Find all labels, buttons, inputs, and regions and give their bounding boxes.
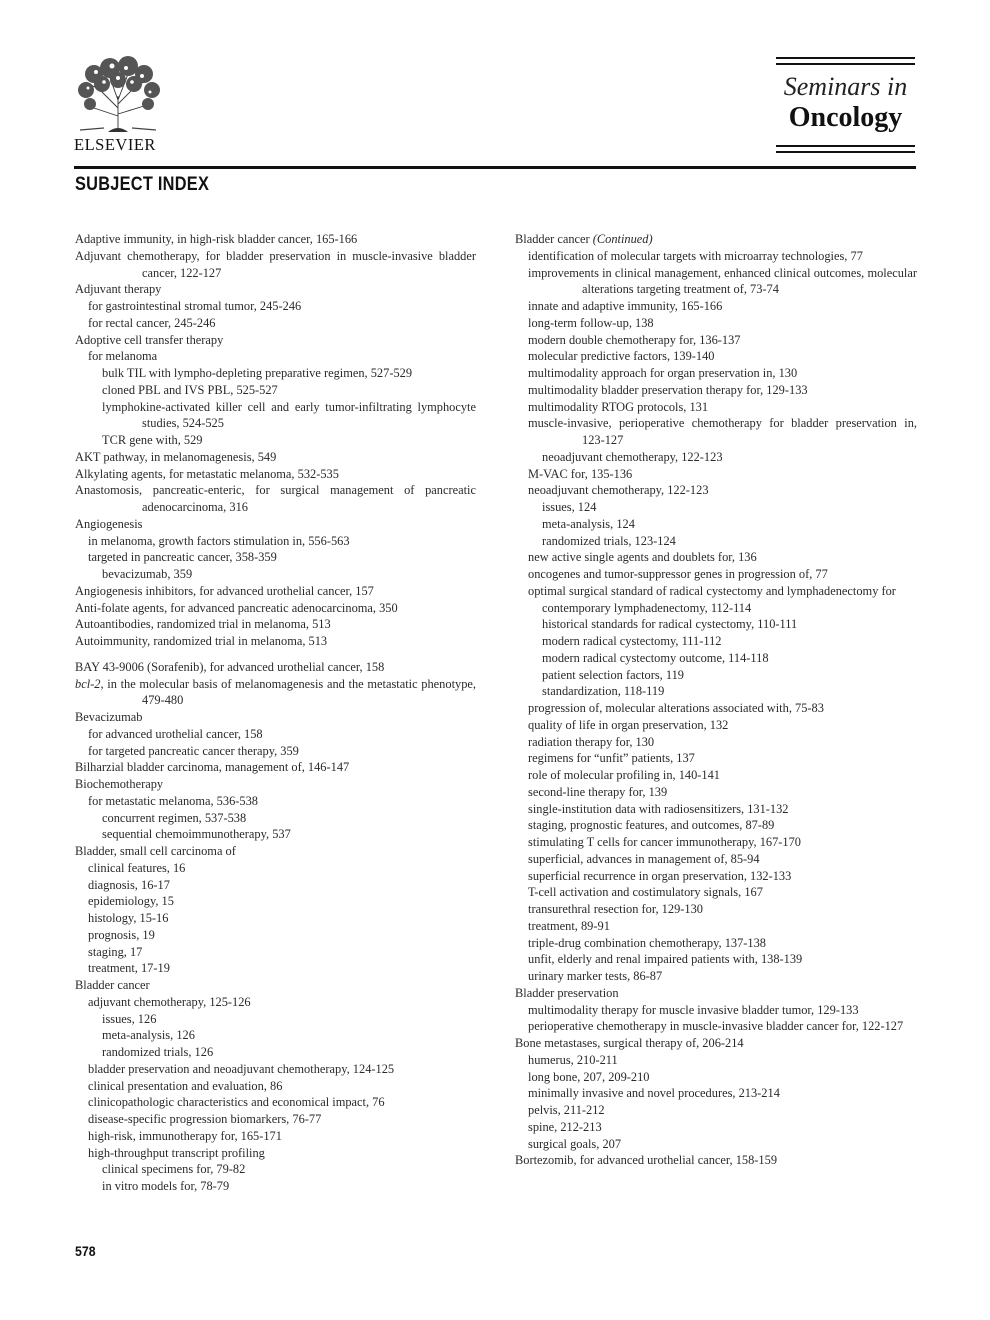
entry-text: innate and adaptive immunity, 165-166 <box>528 299 723 313</box>
entry-text: Bladder, small cell carcinoma of <box>75 844 236 858</box>
index-column-left <box>75 231 476 1195</box>
index-entry <box>515 683 917 700</box>
entry-text: randomized trials, 126 <box>102 1045 214 1059</box>
entry-text: Bone metastases, surgical therapy of, 206-214 <box>515 1036 744 1050</box>
index-entry <box>515 382 917 399</box>
entry-text: quality of life in organ preservation, 132 <box>528 717 729 732</box>
entry-text: clinical presentation and evaluation, 86 <box>88 1078 283 1093</box>
entry-text: bevacizumab, 359 <box>102 567 193 581</box>
index-entry <box>75 1061 476 1078</box>
entry-text: Bevacizumab <box>75 710 143 724</box>
index-entry <box>75 793 476 810</box>
index-entry <box>75 1161 476 1178</box>
index-entry <box>75 1027 476 1044</box>
entry-text: clinical specimens for, 79-82 <box>102 1162 246 1177</box>
entry-text: T-cell activation and costimulatory signals, 167 <box>528 885 763 900</box>
entry-text: identification of molecular targets with microarray technologies, 77 <box>528 248 863 263</box>
elsevier-tree-icon <box>74 56 162 134</box>
index-entry <box>75 466 476 483</box>
entry-text: Biochemotherapy <box>75 777 164 791</box>
entry-text: minimally invasive and novel procedures, 213-214 <box>528 1086 780 1101</box>
index-entry <box>515 415 917 449</box>
index-entry <box>515 1102 917 1119</box>
entry-text: Adaptive immunity, in high-risk bladder cancer, 165-166 <box>75 232 358 246</box>
entry-text: high-throughput transcript profiling <box>88 1145 265 1160</box>
index-entry <box>75 231 476 248</box>
entry-text: progression of, molecular alterations associated with, 75-83 <box>528 701 824 715</box>
entry-text: Angiogenesis <box>75 516 143 531</box>
entry-text: standardization, 118-119 <box>542 684 665 699</box>
journal-masthead <box>776 57 915 153</box>
index-entry <box>75 482 476 516</box>
index-entry <box>515 1002 917 1019</box>
index-entry <box>515 616 917 633</box>
index-entry <box>75 759 476 776</box>
index-entry <box>515 817 917 834</box>
index-entry <box>515 734 917 751</box>
index-entry <box>515 968 917 985</box>
index-entry <box>75 1111 476 1128</box>
index-entry <box>515 868 917 885</box>
entry-text: clinicopathologic characteristics and economical impact, 76 <box>88 1095 385 1110</box>
index-entry <box>515 549 917 566</box>
index-entry <box>515 466 917 483</box>
index-entry <box>75 399 476 433</box>
entry-italic-term: bcl-2 <box>75 676 101 691</box>
entry-text: improvements in clinical management, enhanced clinical outcomes, molecular alterations targeting treatment of, 73-74 <box>528 265 917 297</box>
entry-text: role of molecular profiling in, 140-141 <box>528 768 721 782</box>
entry-text: for gastrointestinal stromal tumor, 245-246 <box>88 299 302 313</box>
entry-text: long bone, 207, 209-210 <box>528 1069 650 1084</box>
index-entry <box>75 826 476 843</box>
entry-text: for rectal cancer, 245-246 <box>88 315 216 330</box>
entry-text: multimodality therapy for muscle invasive bladder tumor, 129-133 <box>528 1002 859 1017</box>
index-entry <box>515 449 917 466</box>
index-entry <box>515 365 917 382</box>
entry-text: Autoantibodies, randomized trial in melanoma, 513 <box>75 617 331 632</box>
entry-text: randomized trials, 123-124 <box>542 533 676 548</box>
entry-text: contemporary lymphadenectomy, 112-114 <box>542 600 752 615</box>
entry-text: multimodality approach for organ preservation in, 130 <box>528 366 798 380</box>
index-entry <box>75 348 476 365</box>
index-entry <box>515 834 917 851</box>
index-entry <box>515 851 917 868</box>
index-entry <box>515 985 917 1002</box>
masthead-top-rule <box>776 57 915 65</box>
continued-label: (Continued) <box>592 232 653 246</box>
page-number: 578 <box>75 1243 96 1259</box>
section-title: SUBJECT INDEX <box>75 174 210 195</box>
entry-text: for targeted pancreatic cancer therapy, 359 <box>88 743 299 758</box>
index-entry <box>515 482 917 499</box>
index-entry <box>515 1035 917 1052</box>
entry-text: Bladder preservation <box>515 985 619 1000</box>
index-entry <box>75 743 476 760</box>
entry-text: Adjuvant therapy <box>75 282 162 297</box>
entry-text: optimal surgical standard of radical cystectomy and lymphadenectomy for <box>528 583 896 598</box>
publisher-name: ELSEVIER <box>74 135 156 154</box>
index-entry <box>75 566 476 583</box>
index-entry <box>75 877 476 894</box>
entry-text: unfit, elderly and renal impaired patients with, 138-139 <box>528 952 803 967</box>
entry-text: M-VAC for, 135-136 <box>528 466 633 481</box>
index-entry <box>515 231 917 248</box>
journal-title-line2: Oncology <box>788 102 903 133</box>
entry-text: humerus, 210-211 <box>528 1052 618 1067</box>
entry-text: histology, 15-16 <box>88 911 169 925</box>
index-entry <box>75 1145 476 1162</box>
entry-text: spine, 212-213 <box>528 1119 602 1134</box>
index-entry <box>75 944 476 961</box>
index-entry <box>75 910 476 927</box>
index-entry <box>75 365 476 382</box>
index-entry <box>515 801 917 818</box>
index-entry <box>515 901 917 918</box>
entry-text: treatment, 17-19 <box>88 961 170 976</box>
entry-text: Anastomosis, pancreatic-enteric, for surgical management of pancreatic adenocarcinoma, 316 <box>75 483 476 514</box>
entry-text: sequential chemoimmunotherapy, 537 <box>102 827 291 842</box>
entry-text: patient selection factors, 119 <box>542 667 684 682</box>
index-entry <box>515 298 917 315</box>
index-entry <box>75 533 476 550</box>
index-entry <box>75 432 476 449</box>
entry-text: disease-specific progression biomarkers, 76-77 <box>88 1112 322 1126</box>
index-entry <box>75 726 476 743</box>
index-entry <box>515 667 917 684</box>
index-entry <box>75 810 476 827</box>
entry-text: multimodality bladder preservation therapy for, 129-133 <box>528 382 808 397</box>
entry-text: pelvis, 211-212 <box>528 1103 605 1117</box>
entry-text: single-institution data with radiosensitizers, 131-132 <box>528 801 789 816</box>
entry-text: superficial recurrence in organ preservation, 132-133 <box>528 868 792 883</box>
entry-text: in vitro models for, 78-79 <box>102 1179 230 1193</box>
entry-text: superficial, advances in management of, 85-94 <box>528 851 760 866</box>
index-entry <box>515 315 917 332</box>
index-entry <box>515 399 917 416</box>
entry-text: epidemiology, 15 <box>88 894 174 909</box>
entry-text: diagnosis, 16-17 <box>88 877 170 892</box>
entry-text: high-risk, immunotherapy for, 165-171 <box>88 1128 282 1143</box>
index-entry <box>75 1094 476 1111</box>
entry-text: long-term follow-up, 138 <box>528 315 654 330</box>
index-entry <box>75 1178 476 1195</box>
header-rule <box>74 166 916 169</box>
entry-text: bladder preservation and neoadjuvant chemotherapy, 124-125 <box>88 1061 395 1076</box>
entry-text: neoadjuvant chemotherapy, 122-123 <box>528 483 709 498</box>
entry-text: Autoimmunity, randomized trial in melanoma, 513 <box>75 634 328 648</box>
entry-text: new active single agents and doublets for, 136 <box>528 550 757 565</box>
entry-text: modern radical cystectomy outcome, 114-118 <box>542 650 769 665</box>
index-entry <box>515 516 917 533</box>
index-entry <box>515 767 917 784</box>
index-entry <box>75 248 476 282</box>
entry-text: for metastatic melanoma, 536-538 <box>88 793 258 808</box>
index-entry <box>515 1085 917 1102</box>
entry-text: clinical features, 16 <box>88 860 186 875</box>
index-entry <box>515 1152 917 1169</box>
index-entry <box>75 298 476 315</box>
index-entry <box>75 843 476 860</box>
entry-text: Adoptive cell transfer therapy <box>75 332 224 347</box>
index-entry <box>75 1011 476 1028</box>
entry-text: perioperative chemotherapy in muscle-invasive bladder cancer for, 122-127 <box>528 1019 904 1034</box>
entry-text: Angiogenesis inhibitors, for advanced urothelial cancer, 157 <box>75 583 374 598</box>
entry-text: meta-analysis, 124 <box>542 516 635 531</box>
entry-text: neoadjuvant chemotherapy, 122-123 <box>542 449 723 464</box>
index-entry <box>515 332 917 349</box>
entry-text: adjuvant chemotherapy, 125-126 <box>88 994 251 1009</box>
index-entry <box>75 616 476 633</box>
entry-text: muscle-invasive, perioperative chemotherapy for bladder preservation in, 123-127 <box>528 416 917 447</box>
entry-text: treatment, 89-91 <box>528 918 610 933</box>
index-entry <box>75 281 476 298</box>
entry-text: issues, 126 <box>102 1011 157 1026</box>
entry-text: modern double chemotherapy for, 136-137 <box>528 332 741 347</box>
index-entry <box>75 549 476 566</box>
index-entry <box>515 600 917 617</box>
index-entry <box>515 1018 917 1035</box>
index-entry <box>515 1119 917 1136</box>
index-entry <box>75 1128 476 1145</box>
entry-text: in melanoma, growth factors stimulation in, 556-563 <box>88 533 350 548</box>
index-entry <box>515 951 917 968</box>
index-entry <box>75 600 476 617</box>
index-entry <box>75 676 476 710</box>
entry-text: regimens for “unfit” patients, 137 <box>528 751 695 766</box>
index-entry <box>515 784 917 801</box>
entry-text: for advanced urothelial cancer, 158 <box>88 726 263 741</box>
index-entry <box>515 583 917 600</box>
index-entry <box>75 583 476 600</box>
index-entry <box>515 566 917 583</box>
entry-text: cloned PBL and IVS PBL, 525-527 <box>102 382 278 397</box>
entry-text: Anti-folate agents, for advanced pancreatic adenocarcinoma, 350 <box>75 600 398 615</box>
index-entry <box>515 499 917 516</box>
entry-text: prognosis, 19 <box>88 927 155 942</box>
index-entry <box>75 709 476 726</box>
index-entry <box>515 1136 917 1153</box>
entry-text: Bortezomib, for advanced urothelial cancer, 158-159 <box>515 1153 778 1168</box>
entry-text: Bilharzial bladder carcinoma, management of, 146-147 <box>75 760 350 775</box>
entry-text: Adjuvant chemotherapy, for bladder preservation in muscle-invasive bladder cancer, 122-127 <box>75 248 476 280</box>
index-entry <box>515 348 917 365</box>
entry-text: BAY 43-9006 (Sorafenib), for advanced urothelial cancer, 158 <box>75 659 385 674</box>
index-entry <box>75 449 476 466</box>
index-entry <box>75 977 476 994</box>
entry-text: Bladder cancer <box>75 978 150 992</box>
index-column-right <box>515 231 917 1169</box>
entry-text: historical standards for radical cystectomy, 110-111 <box>542 617 798 632</box>
index-entry <box>515 1052 917 1069</box>
entry-text: staging, 17 <box>88 944 143 959</box>
entry-text: issues, 124 <box>542 500 597 514</box>
index-entry <box>75 315 476 332</box>
publisher-logo <box>74 56 170 155</box>
index-entry <box>515 633 917 650</box>
index-entry <box>515 248 917 265</box>
entry-text: Alkylating agents, for metastatic melanoma, 532-535 <box>75 466 339 481</box>
index-entry <box>75 1044 476 1061</box>
entry-text: Bladder cancer <box>515 232 593 246</box>
entry-text: second-line therapy for, 139 <box>528 784 668 799</box>
entry-text: surgical goals, 207 <box>528 1136 622 1151</box>
entry-text: meta-analysis, 126 <box>102 1028 195 1043</box>
index-entry <box>515 700 917 717</box>
index-entry <box>75 659 476 676</box>
entry-text: staging, prognostic features, and outcomes, 87-89 <box>528 818 775 833</box>
entry-text: AKT pathway, in melanomagenesis, 549 <box>75 449 277 464</box>
index-entry <box>75 994 476 1011</box>
entry-text: for melanoma <box>88 349 158 364</box>
index-entry <box>515 533 917 550</box>
entry-text: multimodality RTOG protocols, 131 <box>528 399 709 414</box>
index-entry <box>75 776 476 793</box>
index-entry <box>515 650 917 667</box>
journal-title-line1: Seminars in <box>783 72 908 101</box>
index-entry <box>515 935 917 952</box>
index-entry <box>75 1078 476 1095</box>
entry-text: molecular predictive factors, 139-140 <box>528 349 715 364</box>
index-entry <box>75 860 476 877</box>
entry-text: bulk TIL with lympho-depleting preparative regimen, 527-529 <box>102 366 413 380</box>
index-entry <box>515 750 917 767</box>
index-entry <box>75 960 476 977</box>
entry-text: triple-drug combination chemotherapy, 137-138 <box>528 935 766 950</box>
entry-text: targeted in pancreatic cancer, 358-359 <box>88 550 277 565</box>
index-entry <box>75 332 476 349</box>
masthead-bottom-rule <box>776 145 915 153</box>
index-entry <box>75 382 476 399</box>
entry-text: modern radical cystectomy, 111-112 <box>542 634 722 648</box>
entry-text: oncogenes and tumor-suppressor genes in progression of, 77 <box>528 567 828 581</box>
index-entry <box>515 884 917 901</box>
entry-text: urinary marker tests, 86-87 <box>528 969 663 983</box>
index-entry <box>75 516 476 533</box>
index-entry <box>515 918 917 935</box>
index-entry <box>75 633 476 650</box>
entry-text: lymphokine-activated killer cell and early tumor-infiltrating lymphocyte studies, 524-525 <box>102 399 476 431</box>
entry-text: stimulating T cells for cancer immunotherapy, 167-170 <box>528 835 801 849</box>
index-entry <box>75 927 476 944</box>
entry-text: radiation therapy for, 130 <box>528 734 655 749</box>
entry-text: TCR gene with, 529 <box>102 433 203 447</box>
entry-text: concurrent regimen, 537-538 <box>102 810 247 825</box>
index-entry <box>75 893 476 910</box>
index-entry <box>515 717 917 734</box>
entry-text: , in the molecular basis of melanomagenesis and the metastatic phenotype, 479-480 <box>100 676 476 708</box>
index-entry <box>515 1069 917 1086</box>
index-entry <box>515 265 917 299</box>
entry-text: transurethral resection for, 129-130 <box>528 902 703 916</box>
